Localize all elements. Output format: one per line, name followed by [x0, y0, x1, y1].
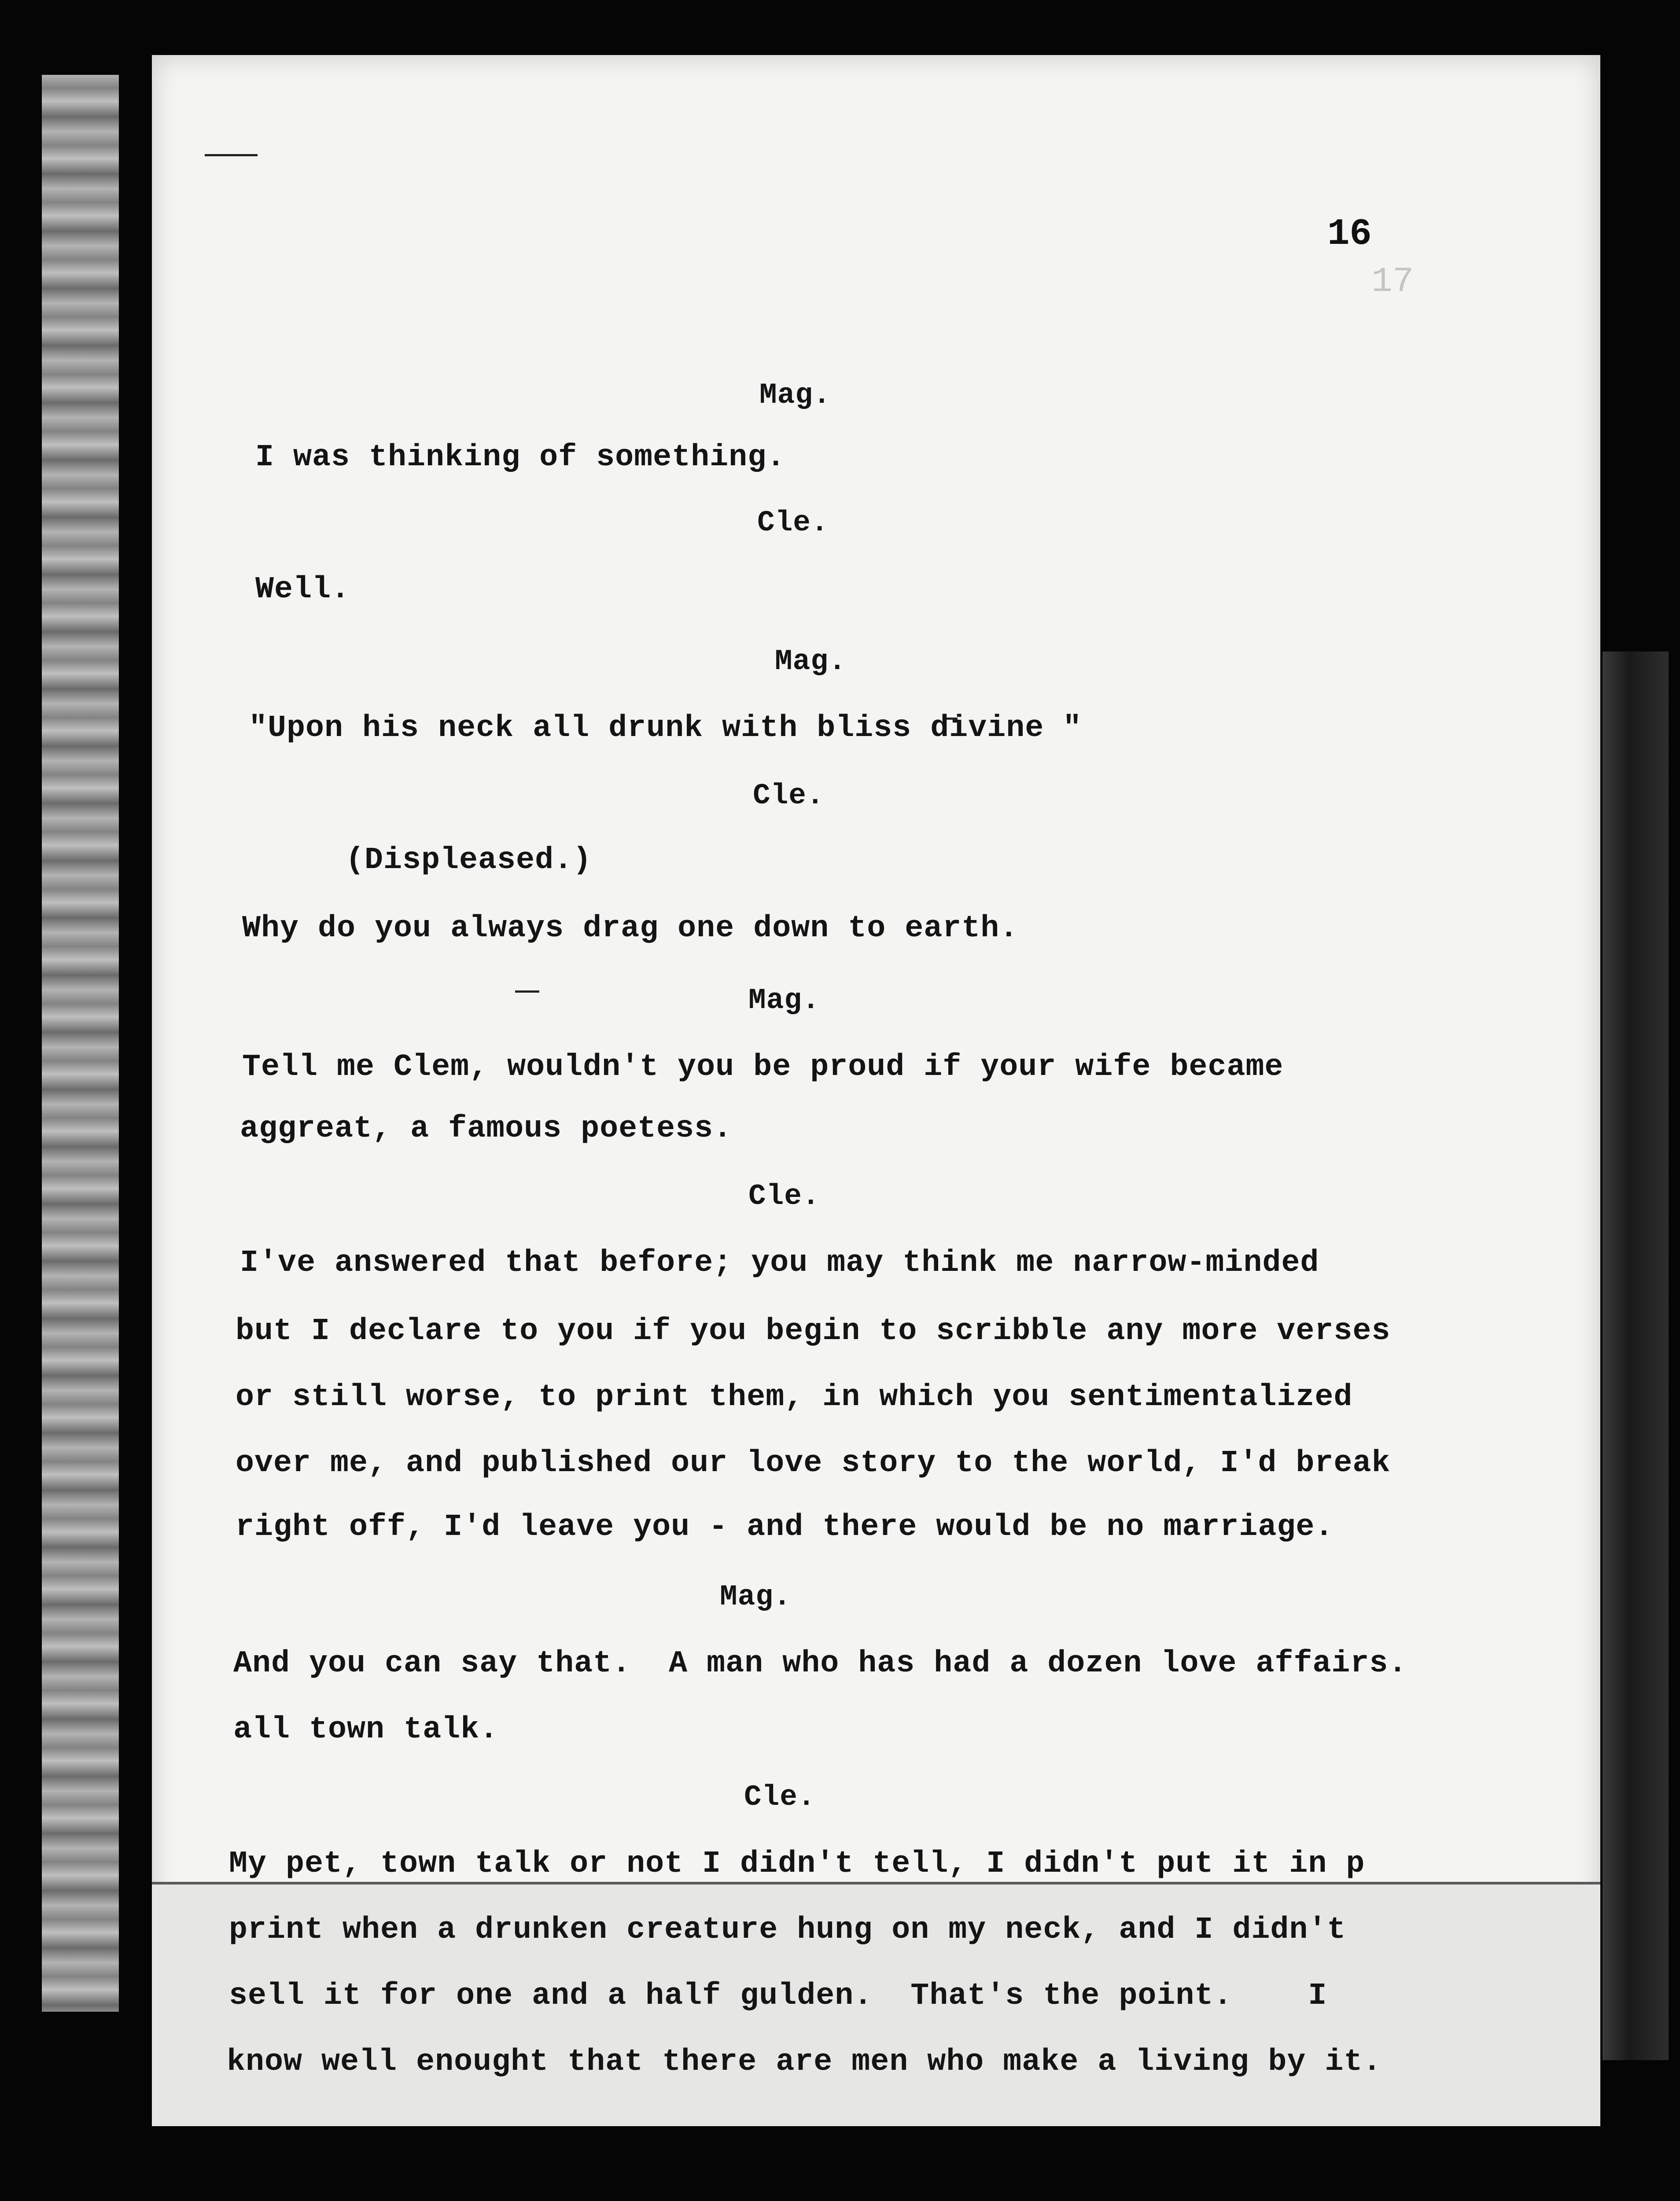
film-edge — [42, 75, 119, 2012]
dialogue-line: My pet, town talk or not I didn't tell, I didn't put it in p — [229, 1847, 1365, 1881]
dialogue-line: I was thinking of something. — [255, 440, 786, 475]
dialogue-line: but I declare to you if you begin to scribble any more verses — [236, 1314, 1391, 1349]
dialogue-line: Well. — [255, 572, 350, 607]
speaker-label: Cle. — [757, 506, 829, 539]
speaker-label: Mag. — [748, 984, 820, 1017]
dialogue-line: or still worse, to print them, in which you sentimentalized — [236, 1380, 1353, 1415]
dialogue-line: all town talk. — [233, 1712, 499, 1747]
dialogue-line: I've answered that before; you may think me narrow-minded — [240, 1246, 1319, 1281]
dialogue-line: Tell me Clem, wouldn't you be proud if your wife became — [242, 1050, 1284, 1085]
stray-mark — [515, 990, 539, 993]
page-number: 16 — [1327, 213, 1372, 255]
speaker-label: Cle. — [744, 1781, 816, 1814]
dialogue-line: know well enought that there are men who make a living by it. — [227, 2045, 1382, 2080]
dialogue-line: aggreat, a famous poetess. — [240, 1112, 733, 1146]
dialogue-line: "Upon his neck all drunk with bliss divine " — [249, 711, 1082, 746]
speaker-label: Cle. — [753, 779, 825, 812]
ghost-page-number: 17 — [1371, 262, 1414, 302]
speaker-label: Mag. — [775, 645, 847, 678]
typescript-page — [152, 55, 1600, 2126]
stray-mark — [205, 154, 258, 156]
stage-direction: (Displeased.) — [346, 843, 592, 878]
speaker-label: Cle. — [748, 1180, 820, 1213]
dialogue-line: print when a drunken creature hung on my neck, and I didn't — [229, 1913, 1346, 1947]
dialogue-line: over me, and published our love story to the world, I'd break — [236, 1446, 1391, 1481]
speaker-label: Mag. — [720, 1580, 792, 1613]
speaker-label: Mag. — [759, 379, 831, 412]
dialogue-line: Why do you always drag one down to earth. — [242, 911, 1019, 946]
dialogue-line: sell it for one and a half gulden. That's the point. I — [229, 1979, 1327, 2013]
dialogue-line: right off, I'd leave you - and there would be no marriage. — [236, 1510, 1334, 1545]
dialogue-line: And you can say that. A man who has had a dozen love affairs. — [233, 1646, 1407, 1681]
page-shadow — [1603, 651, 1669, 2060]
